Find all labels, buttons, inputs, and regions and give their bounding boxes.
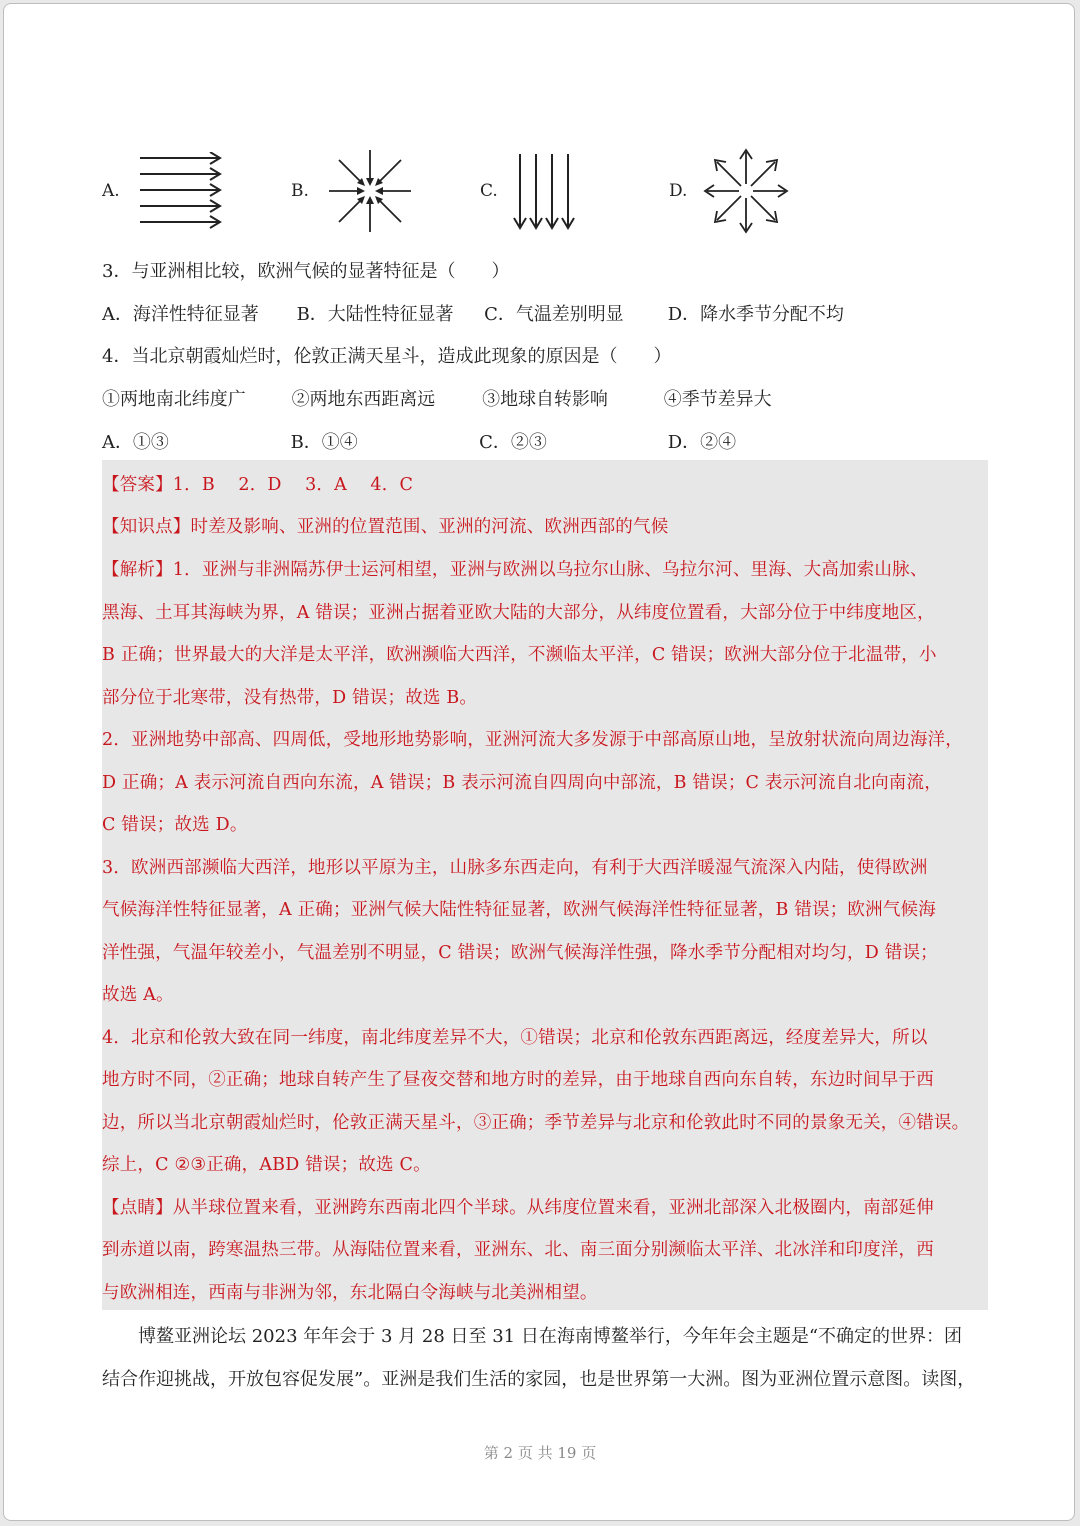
analysis-line: 4．北京和伦敦大致在同一纬度，南北纬度差异不大，①错误；北京和伦敦东西距离远，经度差异大，所以: [102, 1028, 928, 1048]
question-3-option-d: D．降水季节分配不均: [667, 304, 844, 325]
analysis-line: 气候海洋性特征显著，A 正确；亚洲气候大陆性特征显著，欧洲气候海洋性特征显著，B 错误；欧洲气候海: [102, 900, 936, 920]
analysis-line: 2．亚洲地势中部高、四周低，受地形地势影响，亚洲河流大多发源于中部高原山地，呈放射状流向周边海洋，: [102, 730, 963, 750]
analysis-line: 综上，C ②③正确，ABD 错误；故选 C。: [102, 1155, 431, 1175]
question-3-option-c: C．气温差别明显: [484, 304, 624, 325]
passage-line: 结合作迎挑战，开放包容促发展”。亚洲是我们生活的家园，也是世界第一大洲。图为亚洲位置示意图。读图，: [102, 1369, 976, 1390]
river-flow-options: [102, 146, 992, 236]
page-footer: 第 2 页 共 19 页: [483, 1444, 597, 1462]
question-4-option-a: A．①③: [102, 432, 169, 453]
question-3-stem: 3．与亚洲相比较，欧洲气候的显著特征是（ ）: [102, 261, 510, 282]
knowledge-point-line: 【知识点】时差及影响、亚洲的位置范围、亚洲的河流、欧洲西部的气候: [102, 517, 669, 537]
passage-line: 博鳌亚洲论坛 2023 年年会于 3 月 28 日至 31 日在海南博鳌举行，今年年会主题是“不确定的世界：团: [102, 1326, 963, 1347]
analysis-line: 地方时不同，②正确；地球自转产生了昼夜交替和地方时的差异，由于地球自西向东自转，东边时间早于西: [102, 1070, 934, 1090]
analysis-line: 洋性强，气温年较差小，气温差别不明显，C 错误；欧洲气候海洋性强，降水季节分配相对均匀，D 错误；: [102, 943, 938, 963]
answer-analysis-block: [102, 460, 988, 1310]
question-4-option-d: D．②④: [667, 432, 737, 453]
analysis-line: 【解析】1．亚洲与非洲隔苏伊士运河相望，亚洲与欧洲以乌拉尔山脉、乌拉尔河、里海、大高加索山脉、: [102, 560, 928, 580]
statement-2: ②两地东西距离远: [291, 389, 436, 410]
pointer-line: 【点睛】从半球位置来看，亚洲跨东西南北四个半球。从纬度位置来看，亚洲北部深入北极圈内，南部延伸: [102, 1198, 934, 1218]
question-3-option-b: B．大陆性特征显著: [296, 304, 454, 325]
document-page: [3, 3, 1075, 1521]
outward-radial-arrows-icon: [701, 146, 791, 236]
parallel-down-arrows-icon: [512, 152, 582, 236]
analysis-line: 3．欧洲西部濒临大西洋，地形以平原为主，山脉多东西走向，有利于大西洋暖湿气流深入内陆，使得欧洲: [102, 858, 928, 878]
question-3-option-a: A．海洋性特征显著: [102, 304, 259, 325]
statement-1: ①两地南北纬度广: [102, 389, 246, 410]
option-d-letter: D.: [669, 181, 688, 201]
analysis-line: D 正确；A 表示河流自西向东流，A 错误；B 表示河流自四周向中部流，B 错误；C 表示河流自北向南流，: [102, 773, 942, 793]
analysis-line: 部分位于北寒带，没有热带，D 错误；故选 B。: [102, 688, 478, 708]
option-b-letter: B.: [291, 181, 309, 201]
inward-radial-arrows-icon: [325, 146, 415, 236]
question-4-option-b: B．①④: [290, 432, 358, 453]
option-a-letter: A.: [102, 181, 120, 201]
question-4-stem: 4．当北京朝霞灿烂时，伦敦正满天星斗，造成此现象的原因是（ ）: [102, 346, 672, 367]
answer-line: 【答案】1．B 2．D 3．A 4．C: [102, 475, 414, 495]
analysis-line: 边，所以当北京朝霞灿烂时，伦敦正满天星斗，③正确；季节差异与北京和伦敦此时不同的景象无关，④错误。: [102, 1113, 970, 1133]
question-4-option-c: C．②③: [479, 432, 547, 453]
option-c-letter: C.: [480, 181, 498, 201]
parallel-right-arrows-icon: [136, 152, 226, 232]
analysis-line: 黑海、土耳其海峡为界，A 错误；亚洲占据着亚欧大陆的大部分，从纬度位置看，大部分位于中纬度地区，: [102, 603, 935, 623]
pointer-line: 与欧洲相连，西南与非洲为邻，东北隔白令海峡与北美洲相望。: [102, 1283, 598, 1303]
statement-3: ③地球自转影响: [482, 389, 608, 410]
pointer-line: 到赤道以南，跨寒温热三带。从海陆位置来看，亚洲东、北、南三面分别濒临太平洋、北冰洋和印度洋，西: [102, 1240, 934, 1260]
analysis-line: B 正确；世界最大的大洋是太平洋，欧洲濒临大西洋，不濒临太平洋，C 错误；欧洲大部分位于北温带，小: [102, 645, 937, 665]
analysis-line: 故选 A。: [102, 985, 174, 1005]
analysis-line: C 错误；故选 D。: [102, 815, 248, 835]
statement-4: ④季节差异大: [663, 389, 772, 410]
